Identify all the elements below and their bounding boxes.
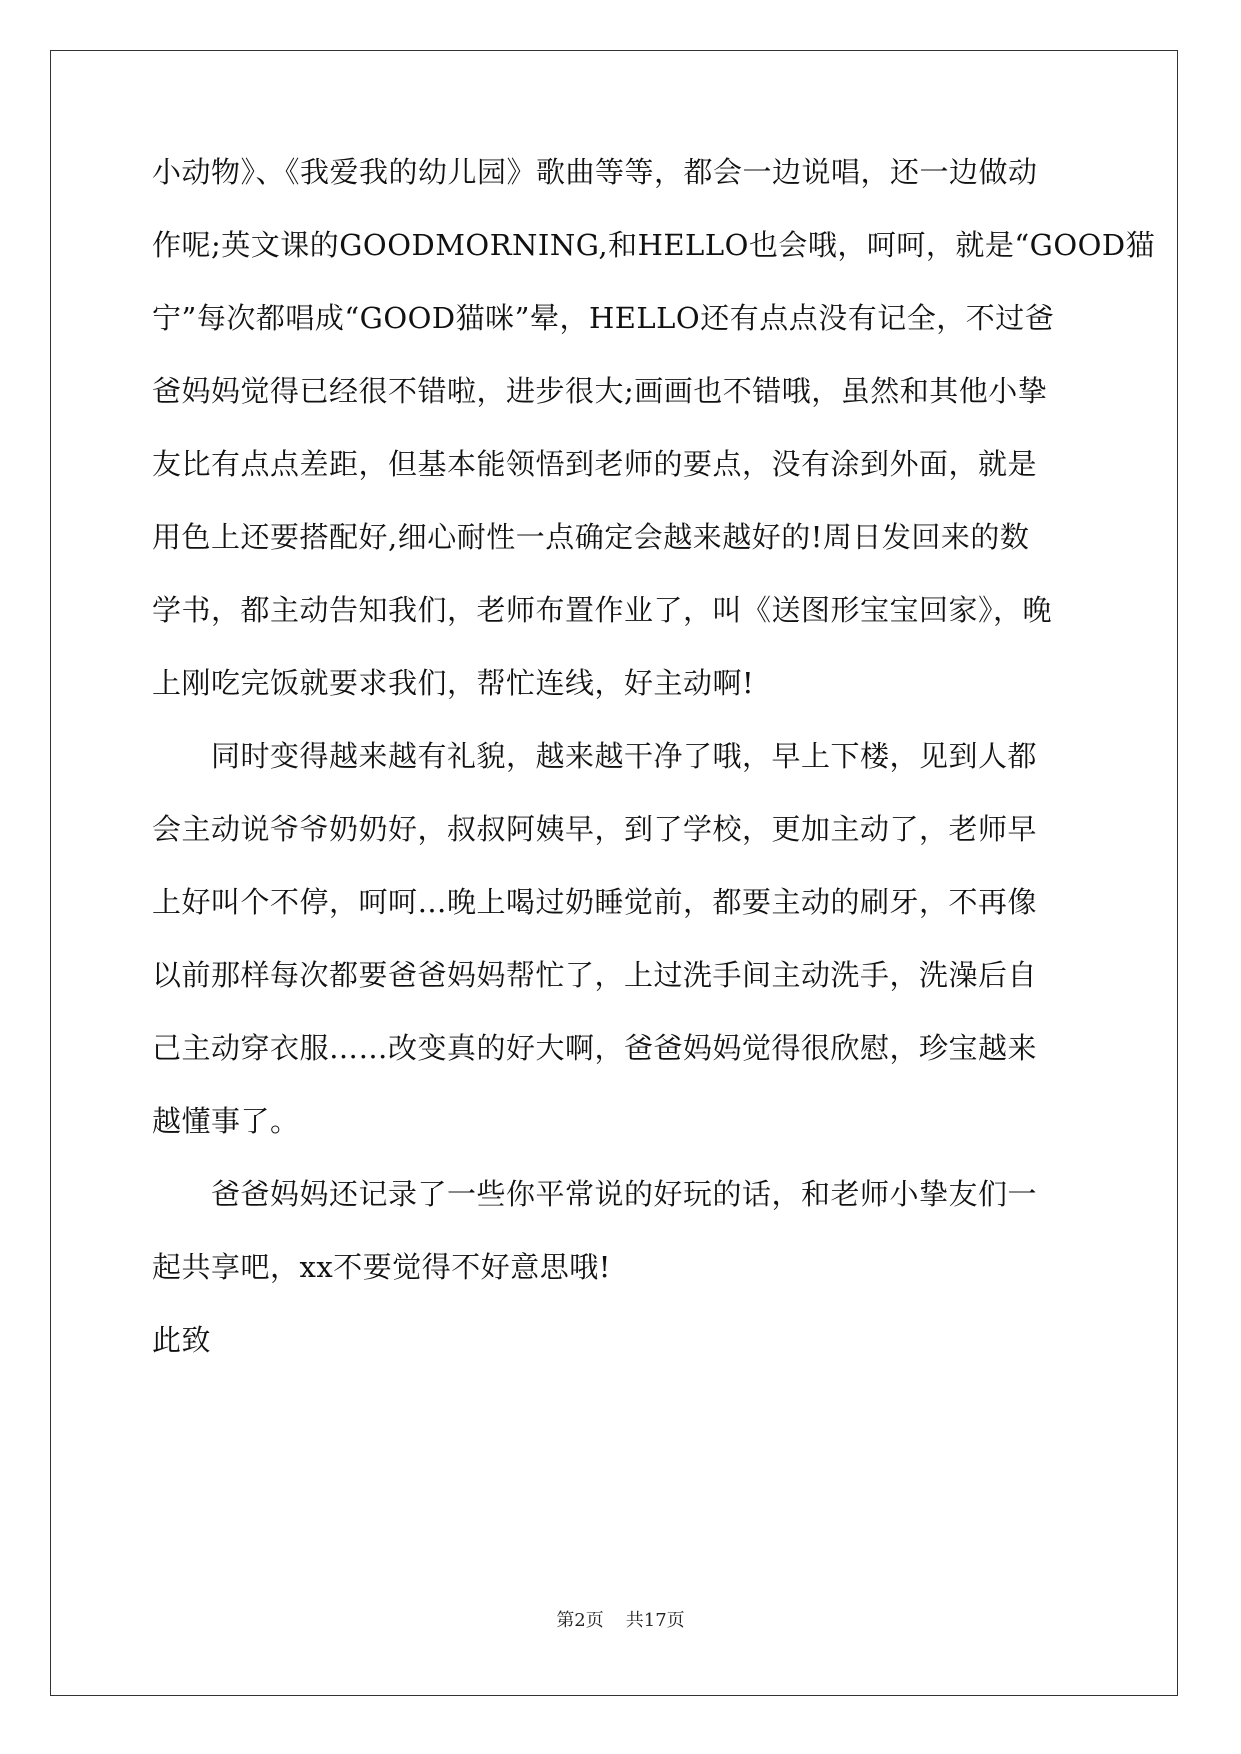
text-line: 小动物》、《我爱我的幼儿园》歌曲等等，都会一边说唱，还一边做动 (152, 155, 1038, 189)
text-line: 上好叫个不停，呵呵…晚上喝过奶睡觉前，都要主动的刷牙，不再像 (152, 885, 1038, 919)
page-number: 第2页 (556, 1610, 604, 1631)
text-line: 用色上还要搭配好,细心耐性一点确定会越来越好的!周日发回来的数 (152, 520, 1030, 554)
text-line: 同时变得越来越有礼貌，越来越干净了哦，早上下楼，见到人都 (152, 739, 1038, 773)
text-line: 宁”每次都唱成“GOOD猫咪”晕，HELLO还有点点没有记全，不过爸 (152, 301, 1055, 335)
text-line: 此致 (152, 1323, 212, 1357)
text-line: 作呢;英文课的GOODMORNING,和HELLO也会哦，呵呵，就是“GOOD猫 (152, 228, 1156, 262)
page-total: 共17页 (625, 1610, 685, 1631)
text-line: 爸爸妈妈还记录了一些你平常说的好玩的话，和老师小挚友们一 (152, 1177, 1038, 1211)
text-line: 学书，都主动告知我们，老师布置作业了，叫《送图形宝宝回家》，晚 (152, 593, 1053, 627)
text-line: 起共享吧，xx不要觉得不好意思哦! (152, 1250, 611, 1284)
text-line: 爸妈妈觉得已经很不错啦，进步很大;画画也不错哦，虽然和其他小挚 (152, 374, 1048, 408)
text-line: 以前那样每次都要爸爸妈妈帮忙了，上过洗手间主动洗手，洗澡后自 (152, 958, 1038, 992)
page-footer (0, 1609, 1241, 1633)
text-line: 上刚吃完饭就要求我们，帮忙连线，好主动啊! (152, 666, 755, 700)
text-line: 己主动穿衣服……改变真的好大啊，爸爸妈妈觉得很欣慰，珍宝越来 (152, 1031, 1038, 1065)
text-line: 越懂事了。 (152, 1104, 300, 1138)
text-line: 会主动说爷爷奶奶好，叔叔阿姨早，到了学校，更加主动了，老师早 (152, 812, 1038, 846)
page-border (50, 50, 1178, 1696)
text-line: 友比有点点差距，但基本能领悟到老师的要点，没有涂到外面，就是 (152, 447, 1038, 481)
